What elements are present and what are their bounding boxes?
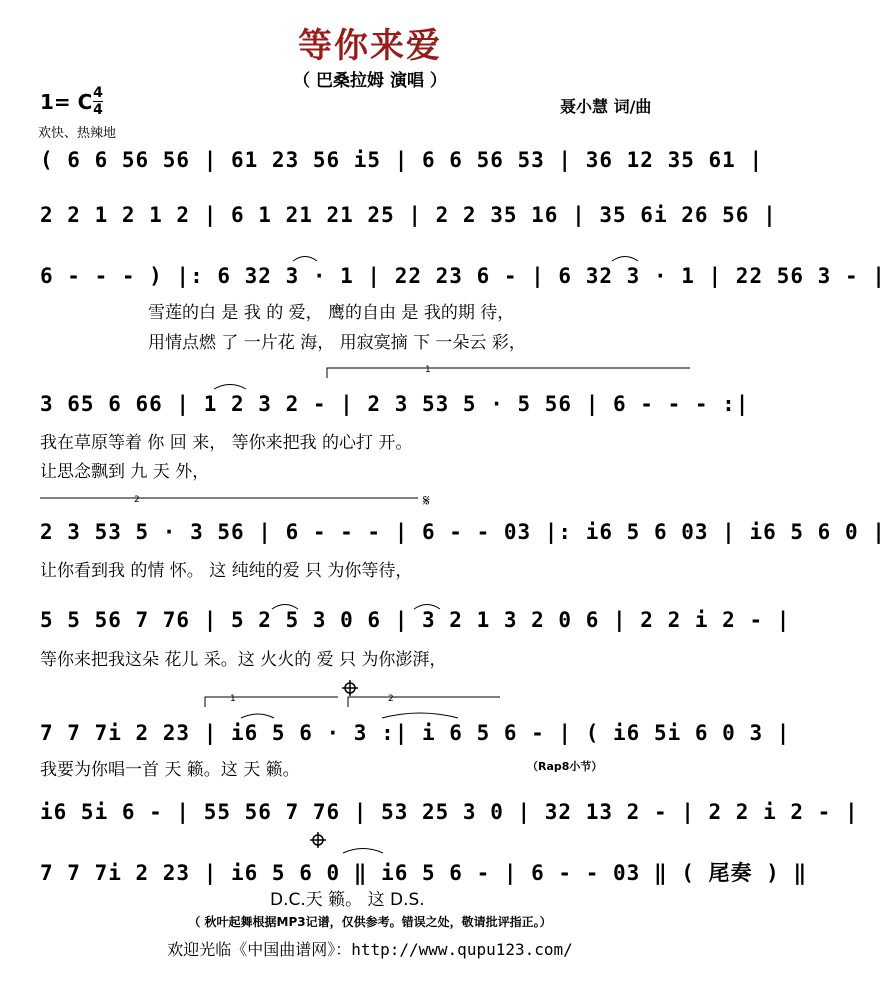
tempo-marking: 欢快、热辣地 bbox=[38, 126, 117, 141]
lyric-row-6: 等你来把我这朵 花儿 采。这 火火的 爱 只 为你澎湃， bbox=[40, 650, 447, 670]
notation-row-1: ( 6 6 56 56 | 61 23 56 i5 | 6 6 56 53 | 36 12 35 61 | bbox=[40, 148, 764, 172]
segno-sign: 𝄋 bbox=[423, 491, 430, 510]
time-signature-bottom: 4 bbox=[93, 102, 103, 118]
notation-row-5: 2 3 53 5 · 3 56 | 6 - - - | 6 - - 03 |: i6 5 6 03 | i6 5 6 0 | bbox=[40, 520, 886, 544]
lyric-row-8: D.C.天 籁。 这 D.S. bbox=[270, 890, 425, 910]
lyric-row-2: 用情点燃 了 一片花 海， 用寂寞摘 下 一朵云 彩， bbox=[148, 333, 526, 353]
volta-bracket-1b bbox=[205, 697, 338, 707]
time-signature-top: 4 bbox=[93, 85, 103, 101]
coda-sign-2 bbox=[310, 832, 326, 848]
coda-sign-1 bbox=[342, 680, 358, 696]
volta-label-1b: 1 bbox=[230, 694, 236, 704]
lyricist-composer-credit: 聂小慧 词/曲 bbox=[560, 97, 652, 116]
lyric-row-4: 让思念飘到 九 天 外， bbox=[40, 462, 210, 482]
volta-bracket-2b bbox=[348, 697, 500, 707]
volta-label-2b: 2 bbox=[388, 694, 394, 704]
footer-transcription-note: （ 秋叶起舞根据MP3记谱，仅供参考。错误之处，敬请批评指正。） bbox=[188, 915, 552, 929]
lyric-row-3: 我在草原等着 你 回 来， 等你来把我 的心打 开。 bbox=[40, 433, 413, 453]
volta-label-1a: 1 bbox=[425, 365, 431, 375]
key-signature: 1= C bbox=[40, 90, 93, 114]
volta-bracket-1a bbox=[327, 368, 690, 378]
volta-label-2a: 2 bbox=[134, 495, 140, 505]
notation-row-6: 5 5 56 7 76 | 5 2 5 3 0 6 | 3 2 1 3 2 0 6 | 2 2 i 2 - | bbox=[40, 608, 791, 632]
song-title: 等你来爱 bbox=[298, 26, 442, 66]
lyric-row-7: 我要为你唱一首 天 籁。这 天 籁。 bbox=[40, 760, 300, 780]
lyric-row-5: 让你看到我 的情 怀。 这 纯纯的爱 只 为你等待， bbox=[40, 561, 413, 581]
notation-row-9: 7 7 7i 2 23 | i6 5 6 0 ‖ i6 5 6 - | 6 - - 03 ‖ ( 尾奏 ) ‖ bbox=[40, 861, 808, 885]
notation-row-3: 6 - - - ) |: 6 32 3 · 1 | 22 23 6 - | 6 32 3 · 1 | 22 56 3 - | bbox=[40, 264, 886, 288]
notation-row-4: 3 65 6 66 | 1 2 3 2 - | 2 3 53 5 · 5 56 | 6 - - - :| bbox=[40, 392, 750, 416]
notation-row-2: 2 2 1 2 1 2 | 6 1 21 21 25 | 2 2 35 16 | 35 6i 26 56 | bbox=[40, 203, 777, 227]
notation-row-7: 7 7 7i 2 23 | i6 5 6 · 3 :| i 6 5 6 - | ( i6 5i 6 0 3 | bbox=[40, 721, 791, 745]
performer-subtitle: （ 巴桑拉姆 演唱 ） bbox=[293, 71, 447, 91]
rap-note: （Rap8小节） bbox=[527, 760, 603, 773]
lyric-row-1: 雪莲的白 是 我 的 爱， 鹰的自由 是 我的期 待， bbox=[148, 303, 515, 323]
notation-row-8: i6 5i 6 - | 55 56 7 76 | 53 25 3 0 | 32 13 2 - | 2 2 i 2 - | bbox=[40, 800, 859, 824]
slur-marks bbox=[214, 257, 638, 854]
footer-site-link[interactable]: 欢迎光临《中国曲谱网》：http://www.qupu123.com/ bbox=[167, 940, 573, 959]
